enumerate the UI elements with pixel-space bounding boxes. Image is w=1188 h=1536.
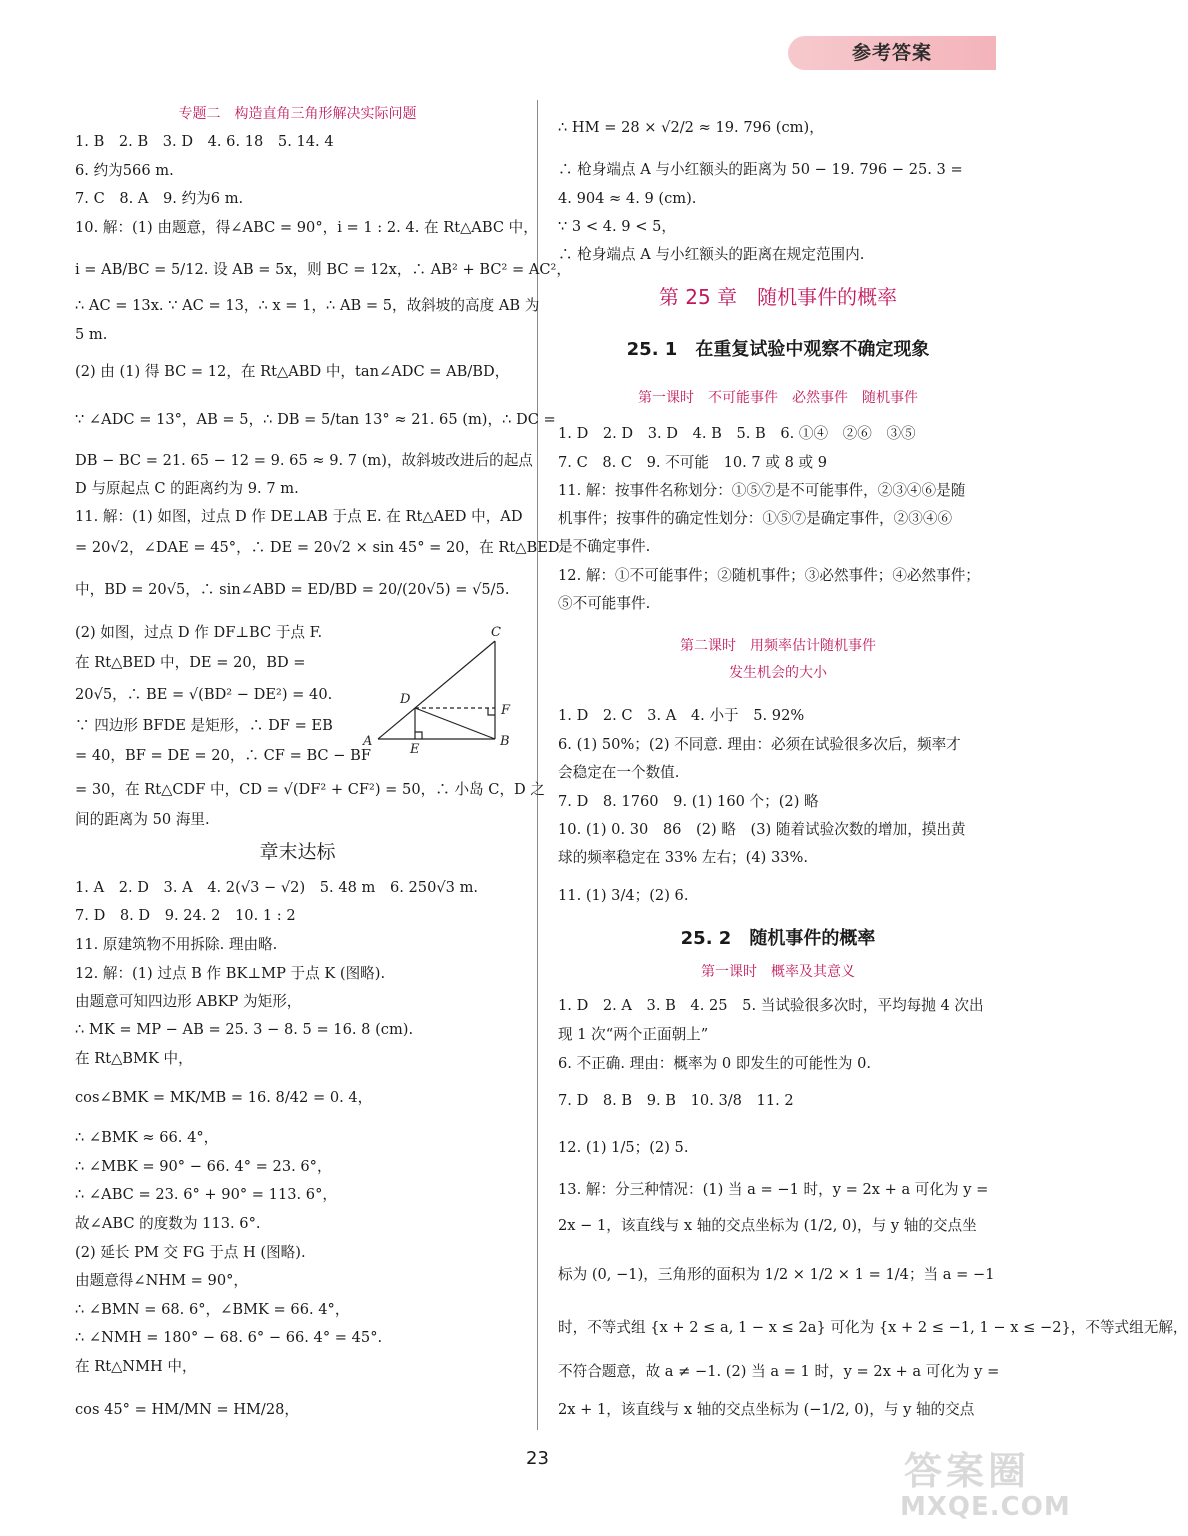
answer-line: 在 Rt△NMH 中， bbox=[75, 1358, 197, 1375]
answer-line: 11. (1) 3/4；(2) 6. bbox=[558, 887, 689, 904]
answer-line: ∴ ∠BMK ≈ 66. 4°， bbox=[75, 1129, 219, 1146]
figure-label-B: B bbox=[500, 734, 510, 749]
figure-line-DB bbox=[415, 708, 495, 739]
figure-line-AC bbox=[378, 641, 495, 739]
answer-line: 7. D 8. 1760 9. (1) 160 个；(2) 略 bbox=[558, 793, 819, 810]
lesson-title-3: 第一课时 概率及其意义 bbox=[701, 964, 855, 980]
answer-line: ∴ 枪身端点 A 与小红额头的距离在规定范围内. bbox=[558, 246, 865, 263]
answer-line: 6. 约为566 m. bbox=[75, 162, 174, 179]
answer-line: cos∠BMK = MK/MB = 16. 8/42 = 0. 4， bbox=[75, 1089, 373, 1106]
answer-line: ∵ ∠ADC = 13°，AB = 5，∴ DB = 5/tan 13° ≈ 21. 65 (m)，∴ DC = bbox=[75, 411, 556, 428]
lesson-title-1: 第一课时 不可能事件 必然事件 随机事件 bbox=[638, 390, 918, 406]
section-title-topic2: 专题二 构造直角三角形解决实际问题 bbox=[178, 106, 417, 122]
answer-line: ∴ ∠ABC = 23. 6° + 90° = 113. 6°， bbox=[75, 1186, 337, 1203]
header-tab: 参考答案 bbox=[788, 36, 996, 70]
answer-line: ∴ 枪身端点 A 与小红额头的距离为 50 − 19. 796 − 25. 3 = bbox=[558, 161, 963, 178]
answer-line: 2x + 1，该直线与 x 轴的交点坐标为 (−1/2, 0)，与 y 轴的交点 bbox=[558, 1401, 975, 1418]
answer-line: ∴ HM = 28 × √2/2 ≈ 19. 796 (cm)， bbox=[558, 119, 824, 136]
answer-line: 时，不等式组 {x + 2 ≤ a, 1 − x ≤ 2a} 可化为 {x + 2 ≤ −1, 1 − x ≤ −2}，不等式组无解， bbox=[558, 1319, 1188, 1336]
page-number: 23 bbox=[526, 1448, 549, 1469]
answer-line: 在 Rt△BMK 中， bbox=[75, 1050, 193, 1067]
answer-line: 13. 解：分三种情况：(1) 当 a = −1 时，y = 2x + a 可化为 y = bbox=[558, 1181, 989, 1198]
watermark-logo bbox=[900, 1440, 1070, 1530]
answer-line: 11. 原建筑物不用拆除. 理由略. bbox=[75, 936, 278, 953]
answer-line: ∴ MK = MP − AB = 25. 3 − 8. 5 = 16. 8 (cm). bbox=[75, 1021, 414, 1038]
answer-line: 20√5，∴ BE = √(BD² − DE²) = 40. bbox=[75, 686, 333, 703]
answer-line: ∴ ∠MBK = 90° − 66. 4° = 23. 6°， bbox=[75, 1158, 332, 1175]
section-title-25-2: 25. 2 随机事件的概率 bbox=[680, 928, 876, 949]
answer-line: 7. C 8. C 9. 不可能 10. 7 或 8 或 9 bbox=[558, 454, 828, 471]
answer-line: 是不确定事件. bbox=[558, 538, 651, 555]
figure-label-D: D bbox=[400, 692, 411, 707]
section-title-25-1: 25. 1 在重复试验中观察不确定现象 bbox=[626, 339, 930, 360]
answer-line: 12. 解：(1) 过点 B 作 BK⊥MP 于点 K (图略). bbox=[75, 965, 386, 982]
answer-line: 12. (1) 1/5；(2) 5. bbox=[558, 1139, 689, 1156]
answer-line: ∴ ∠BMN = 68. 6°，∠BMK = 66. 4°， bbox=[75, 1301, 350, 1318]
answer-line: 1. D 2. C 3. A 4. 小于 5. 92% bbox=[558, 707, 805, 724]
answer-line: 由题意可知四边形 ABKP 为矩形， bbox=[75, 993, 302, 1010]
answer-line: 1. B 2. B 3. D 4. 6. 18 5. 14. 4 bbox=[75, 133, 334, 150]
answer-line: 由题意得∠NHM = 90°， bbox=[75, 1272, 249, 1289]
answer-line: 1. A 2. D 3. A 4. 2(√3 − √2) 5. 48 m 6. 250√3 m. bbox=[75, 879, 479, 896]
answer-line: (2) 延长 PM 交 FG 于点 H (图略). bbox=[75, 1244, 306, 1261]
answer-line: = 30，在 Rt△CDF 中，CD = √(DF² + CF²) = 50，∴ 小岛 C，D 之 bbox=[75, 781, 545, 798]
answer-line: = 40，BF = DE = 20，∴ CF = BC − BF bbox=[75, 747, 371, 764]
answer-line: ∵ 四边形 BFDE 是矩形，∴ DF = EB bbox=[75, 717, 333, 734]
answer-line: 中，BD = 20√5，∴ sin∠ABD = ED/BD = 20/(20√5) = √5/5. bbox=[75, 581, 510, 598]
answer-line: 6. (1) 50%；(2) 不同意. 理由：必须在试验很多次后，频率才 bbox=[558, 736, 961, 753]
answer-line: 10. (1) 0. 30 86 (2) 略 (3) 随着试验次数的增加，摸出黄 bbox=[558, 821, 966, 838]
answer-line: 标为 (0, −1)，三角形的面积为 1/2 × 1/2 × 1 = 1/4；当 a = −1 bbox=[558, 1266, 995, 1283]
answer-line: 不符合题意，故 a ≠ −1. (2) 当 a = 1 时，y = 2x + a 可化为 y = bbox=[558, 1363, 1000, 1380]
answer-line: i = AB/BC = 5/12. 设 AB = 5x，则 BC = 12x，∴ AB² + BC² = AC²， bbox=[75, 261, 571, 278]
answer-line: 1. D 2. D 3. D 4. B 5. B 6. ①④ ②⑥ ③⑤ bbox=[558, 425, 916, 442]
answer-line: 5 m. bbox=[75, 326, 108, 343]
answer-line: 11. 解：(1) 如图，过点 D 作 DE⊥AB 于点 E. 在 Rt△AED 中，AD bbox=[75, 508, 523, 525]
figure-right-angle-E bbox=[415, 732, 422, 739]
answer-line: 4. 904 ≈ 4. 9 (cm). bbox=[558, 190, 697, 207]
answer-line: 12. 解：①不可能事件；②随机事件；③必然事件；④必然事件； bbox=[558, 567, 980, 584]
answer-line: 7. D 8. B 9. B 10. 3/8 11. 2 bbox=[558, 1092, 794, 1109]
lesson-title-2a: 第二课时 用频率估计随机事件 bbox=[680, 638, 876, 654]
answer-line: (2) 由 (1) 得 BC = 12，在 Rt△ABD 中，tan∠ADC = AB/BD， bbox=[75, 363, 510, 380]
figure-label-A: A bbox=[363, 734, 373, 749]
answer-line: = 20√2，∠DAE = 45°，∴ DE = 20√2 × sin 45° = 20，在 Rt△BED bbox=[75, 539, 560, 556]
answer-line: DB − BC = 21. 65 − 12 = 9. 65 ≈ 9. 7 (m)，故斜坡改进后的起点 bbox=[75, 452, 533, 469]
answer-line: 在 Rt△BED 中，DE = 20，BD = bbox=[75, 654, 306, 671]
answer-line: 6. 不正确. 理由：概率为 0 即发生的可能性为 0. bbox=[558, 1055, 872, 1072]
answer-line: 间的距离为 50 海里. bbox=[75, 811, 210, 828]
answer-line: 球的频率稳定在 33% 左右；(4) 33%. bbox=[558, 849, 809, 866]
watermark-text-1: 答案圈 bbox=[904, 1449, 1031, 1493]
answer-line: ∴ ∠NMH = 180° − 68. 6° − 66. 4° = 45°. bbox=[75, 1329, 383, 1346]
figure-label-E: E bbox=[410, 742, 420, 757]
answer-line: 2x − 1，该直线与 x 轴的交点坐标为 (1/2, 0)，与 y 轴的交点坐 bbox=[558, 1217, 977, 1234]
answer-line: 7. C 8. A 9. 约为6 m. bbox=[75, 190, 244, 207]
answer-line: ∵ 3 < 4. 9 < 5， bbox=[558, 218, 676, 235]
answer-line: cos 45° = HM/MN = HM/28， bbox=[75, 1401, 300, 1418]
answer-line: 10. 解：(1) 由题意，得∠ABC = 90°，i = 1 : 2. 4. 在 Rt△ABC 中， bbox=[75, 219, 538, 236]
lesson-title-2b: 发生机会的大小 bbox=[729, 665, 827, 681]
chapter-title: 第 25 章 随机事件的概率 bbox=[658, 285, 898, 309]
answer-line: 故∠ABC 的度数为 113. 6°. bbox=[75, 1215, 261, 1232]
watermark-text-2: MXQE.COM bbox=[900, 1492, 1071, 1522]
answer-line: (2) 如图，过点 D 作 DF⊥BC 于点 F. bbox=[75, 624, 323, 641]
answer-line: ⑤不可能事件. bbox=[558, 595, 651, 612]
answer-line: 11. 解：按事件名称划分：①⑤⑦是不可能事件，②③④⑥是随 bbox=[558, 482, 966, 499]
answer-line: 1. D 2. A 3. B 4. 25 5. 当试验很多次时，平均每抛 4 次出 bbox=[558, 997, 984, 1014]
figure-label-F: F bbox=[501, 703, 511, 718]
figure-right-angle-F bbox=[488, 708, 495, 715]
answer-line: ∴ AC = 13x. ∵ AC = 13，∴ x = 1，∴ AB = 5，故斜坡的高度 AB 为 bbox=[75, 297, 540, 314]
answer-line: 会稳定在一个数值. bbox=[558, 764, 680, 781]
answer-line: D 与原起点 C 的距离约为 9. 7 m. bbox=[75, 480, 299, 497]
section-title-chapter-review: 章末达标 bbox=[259, 841, 336, 863]
answer-line: 7. D 8. D 9. 24. 2 10. 1 : 2 bbox=[75, 907, 296, 924]
answer-line: 现 1 次“两个正面朝上” bbox=[558, 1026, 709, 1043]
answer-line: 机事件；按事件的确定性划分：①⑤⑦是确定事件，②③④⑥ bbox=[558, 510, 953, 527]
figure-label-C: C bbox=[491, 625, 501, 640]
triangle-figure bbox=[360, 625, 520, 755]
